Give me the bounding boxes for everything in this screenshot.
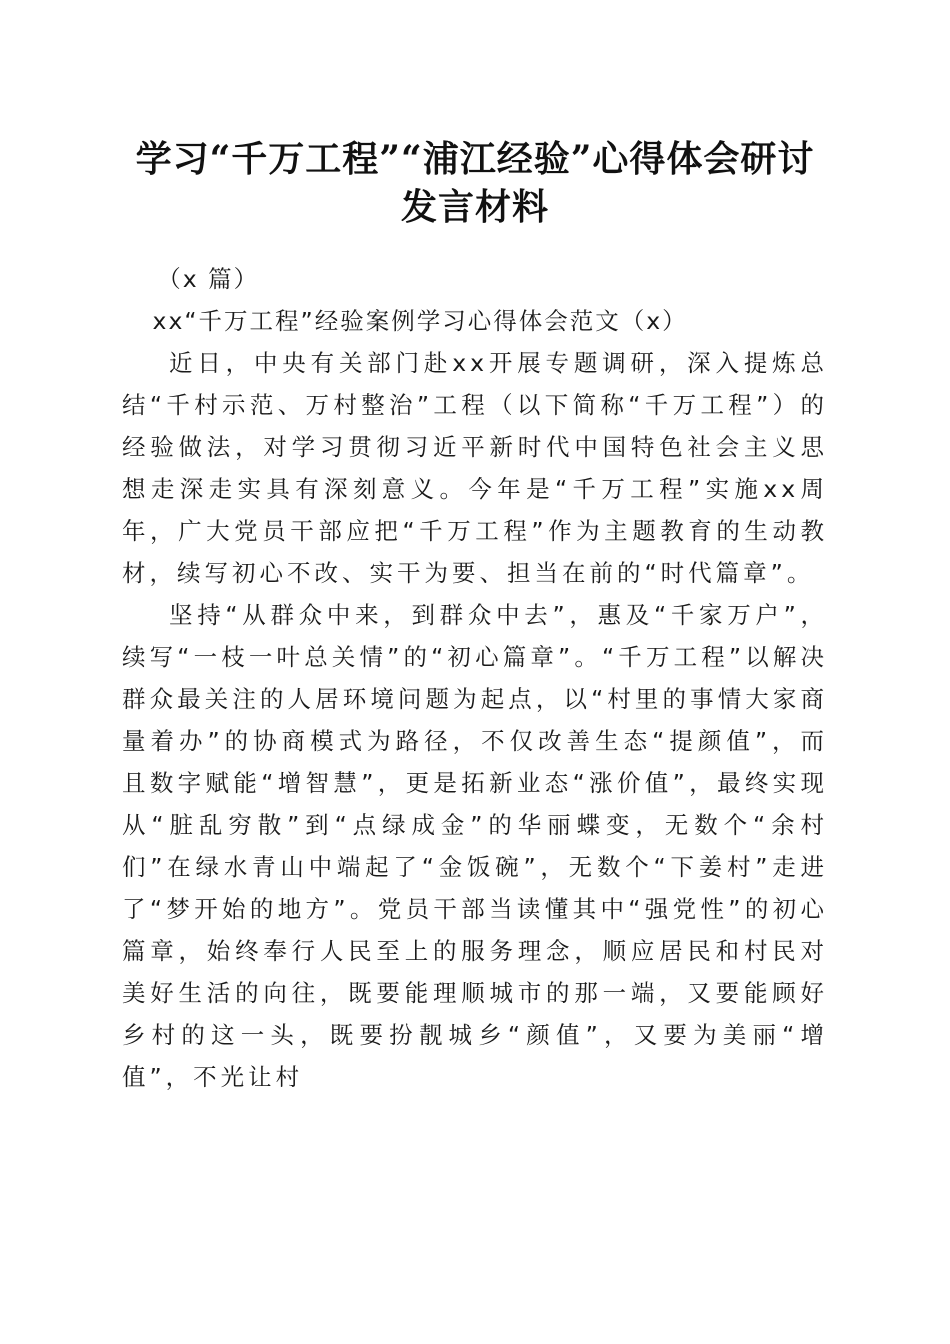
article-subtitle: xx“千万工程”经验案例学习心得体会范文（x） [152, 307, 688, 335]
document-title-line-1: 学习“千万工程”“浦江经验”心得体会研讨 [135, 138, 815, 180]
paragraph-1: 近日，中央有关部门赴xx开展专题调研，深入提炼总结“千村示范、万村整治”工程（以下简称“千万工程”）的经验做法，对学习贯彻习近平新时代中国特色社会主义思想走深走实具有深刻意义。今年是“千万工程”实施xx周年，广大党员干部应把“千万工程”作为主题教育的生动教材，续写初心不改、实干为要、担当在前的“时代篇章”。 [122, 349, 828, 587]
paragraph-2: 坚持“从群众中来，到群众中去”，惠及“千家万户”，续写“一枝一叶总关情”的“初心篇章”。“千万工程”以解决群众最关注的人居环境问题为起点，以“村里的事情大家商量着办”的协商模式为路径，不仅改善生态“提颜值”，而且数字赋能“增智慧”，更是拓新业态“涨价值”，最终实现从“脏乱穷散”到“点绿成金”的华丽蝶变，无数个“余村们”在绿水青山中端起了“金饭碗”，无数个“下姜村”走进了“梦开始的地方”。党员干部当读懂其中“强党性”的初心篇章，始终奉行人民至上的服务理念，顺应居民和村民对美好生活的向往，既要能理顺城市的那一端，又要能顾好乡村的这一头，既要扮靓城乡“颜值”，又要为美丽“增值”，不光让村 [122, 601, 828, 1091]
section-count: （x 篇） [157, 265, 260, 293]
document-body [122, 258, 828, 1098]
document-title-line-2: 发言材料 [400, 186, 549, 228]
